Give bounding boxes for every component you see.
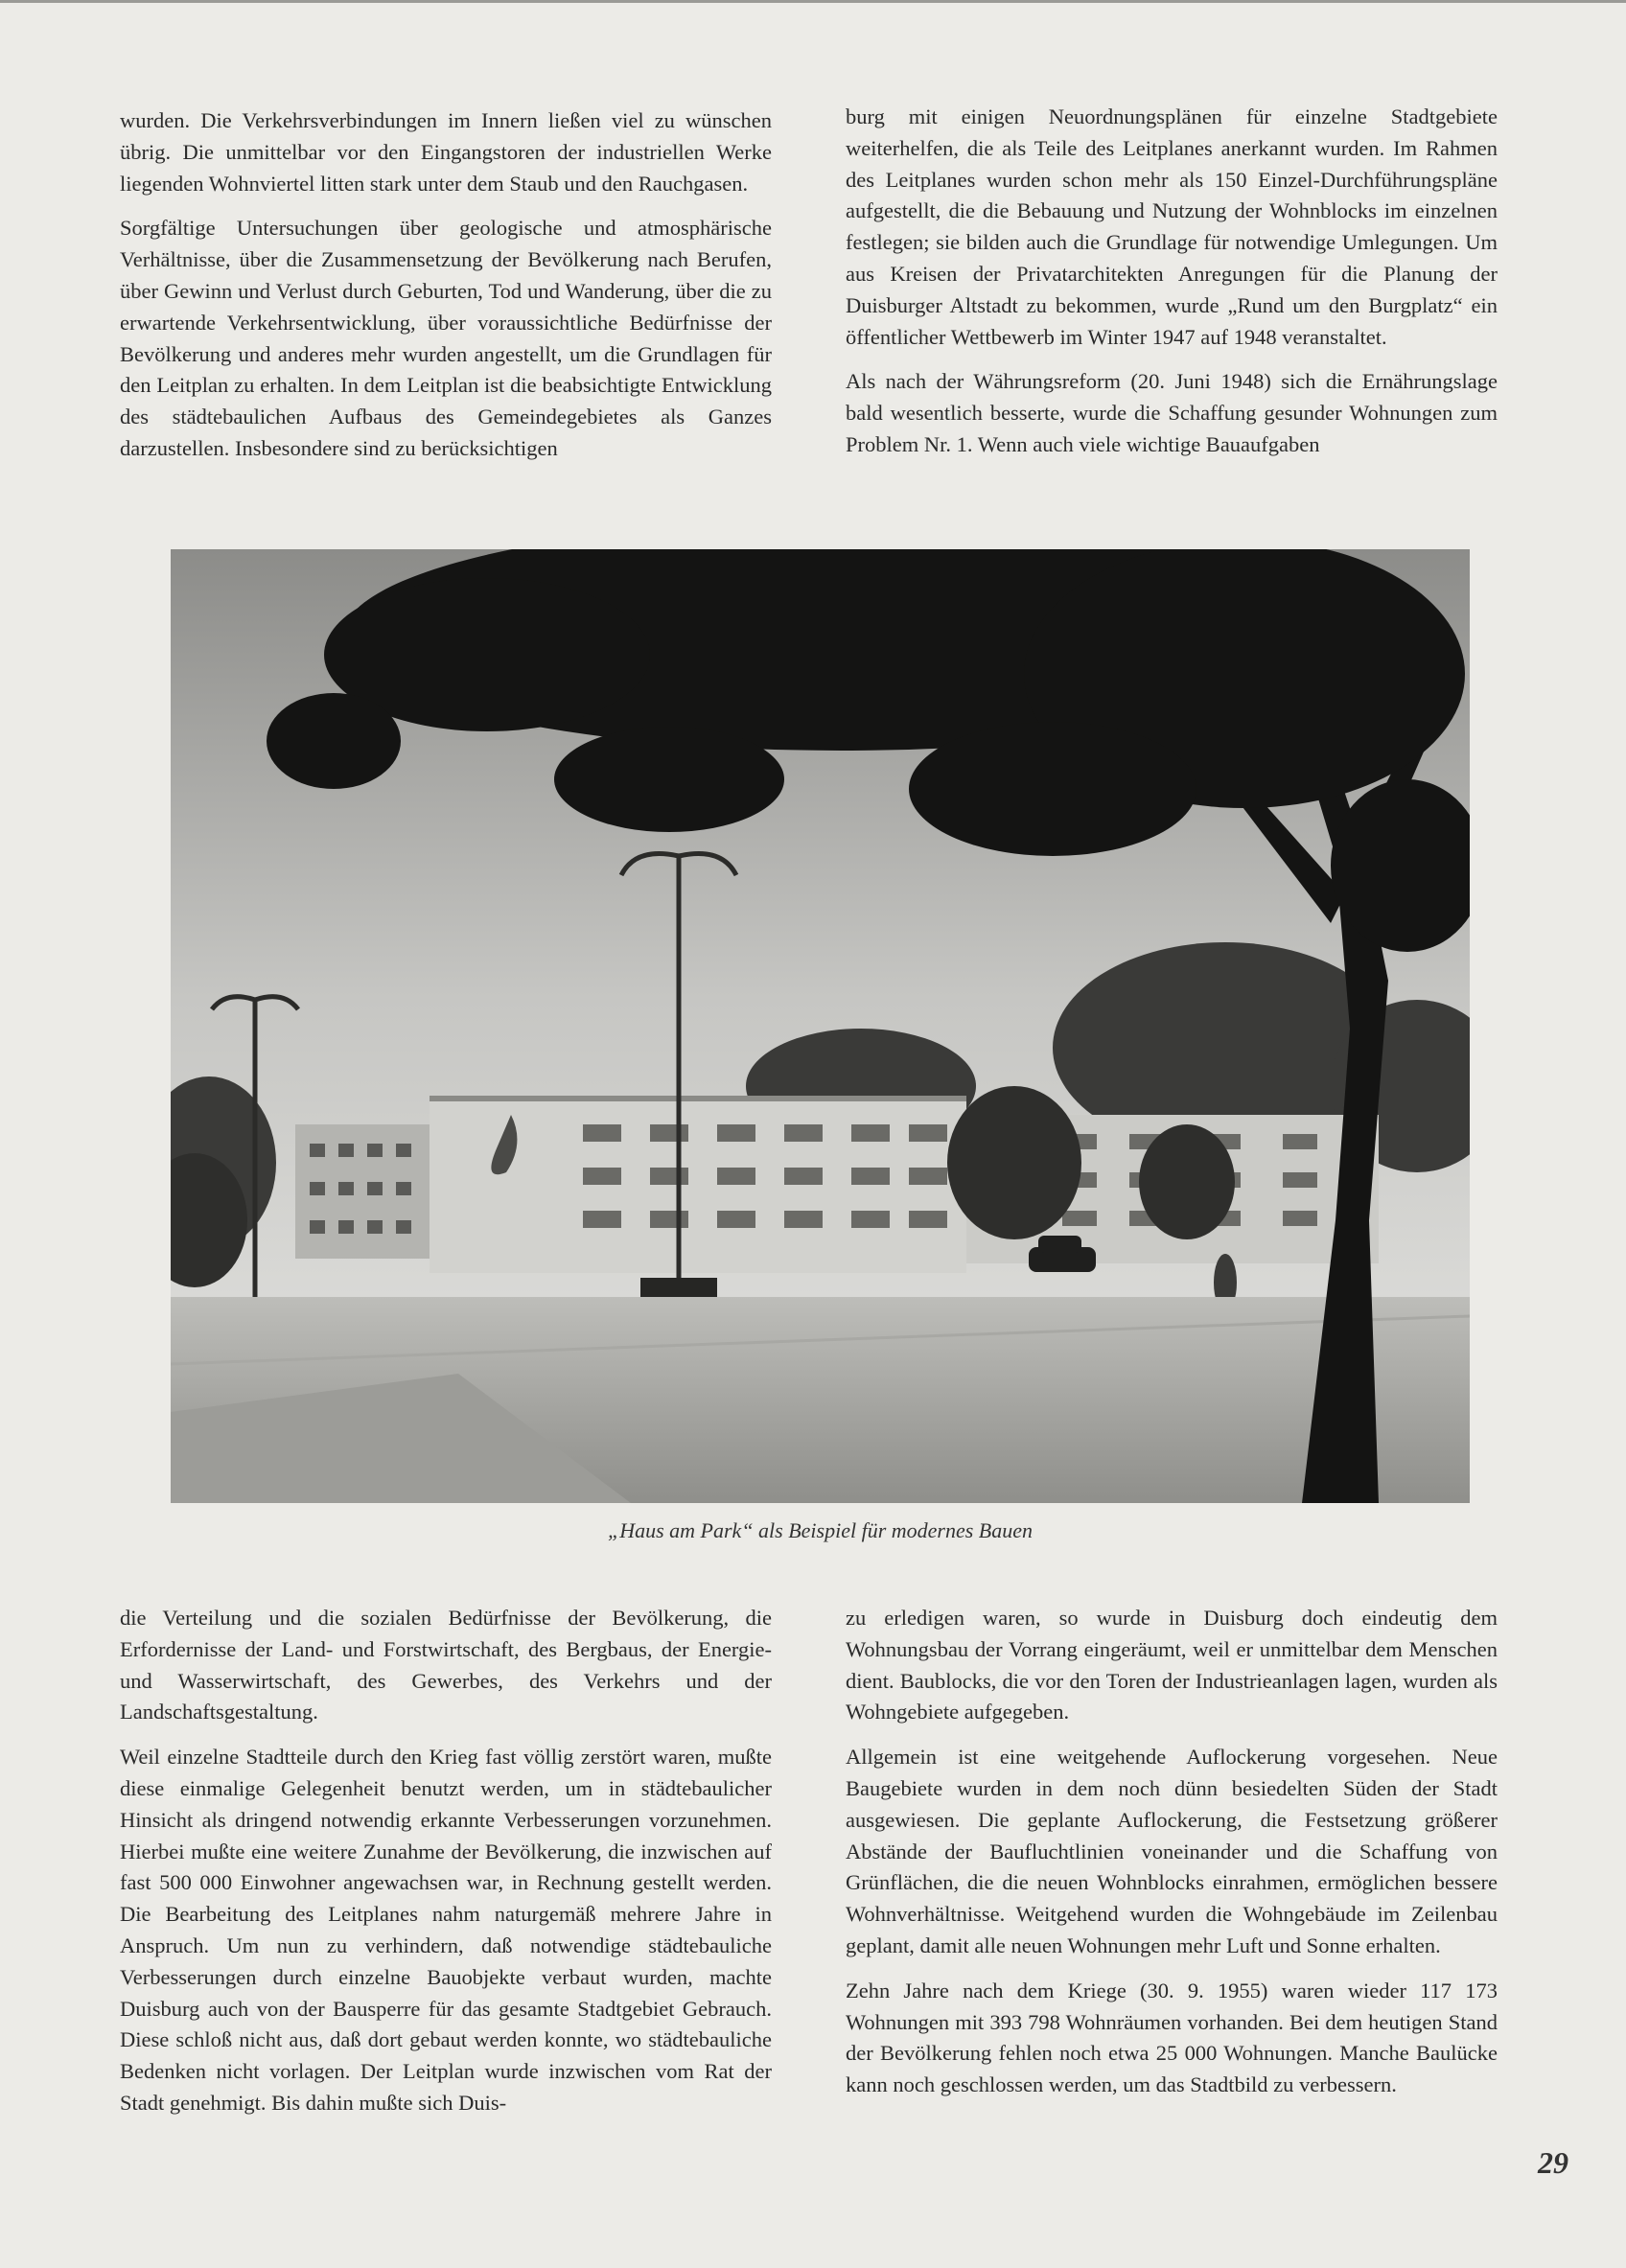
paragraph: Als nach der Währungsreform (20. Juni 1948) sich die Ernährungslage bald wesentlich besserte, wurde die Schaffung gesunder Wohnungen zum Problem Nr. 1. Wenn auch viele wichtige Bauaufgaben [846, 369, 1498, 456]
text-column-bottom-right [846, 1603, 1498, 2115]
text-column-top-right [846, 102, 1498, 474]
photo-haus-am-park [171, 549, 1470, 1503]
paragraph: zu erledigen waren, so wurde in Duisburg doch eindeutig dem Wohnungsbau der Vorrang eingeräumt, weil er unmittelbar dem Menschen dient. Baublocks, die vor den Toren der Industrieanlagen lagen, wurden als Wohngebiete aufgegeben. [846, 1606, 1498, 1724]
paragraph: Weil einzelne Stadtteile durch den Krieg fast völlig zerstört waren, mußte diese einmalige Gelegenheit benutzt werden, um in städtebaulicher Hinsicht als dringend notwendig erkannte Verbesserungen vorzunehmen. Hierbei mußte eine weitere Zunahme der Bevölkerung, die inzwischen auf fast 500 000 Einwohner angewachsen war, in Rechnung gestellt werden. Die Bearbeitung des Leitplanes nahm naturgemäß mehrere Jahre in Anspruch. Um nun zu verhindern, daß notwendige städtebauliche Verbesserungen durch einzelne Bauobjekte verbaut wurden, machte Duisburg auch von der Bausperre für das gesamte Stadtgebiet Gebrauch. Diese schloß nicht aus, daß dort gebaut werden konnte, wo städtebauliche Bedenken nicht vorlagen. Der Leitplan wurde inzwischen vom Rat der Stadt genehmigt. Bis dahin mußte sich Duis- [120, 1745, 772, 2115]
paragraph: die Verteilung und die sozialen Bedürfnisse der Bevölkerung, die Erfordernisse der Land- und Forstwirtschaft, des Bergbaus, der Energie- und Wasserwirtschaft, des Gewerbes, des Verkehrs und der Landschaftsgestaltung. [120, 1606, 772, 1724]
photo-caption: „Haus am Park“ als Beispiel für modernes Bauen [607, 1518, 1034, 1542]
paragraph: Sorgfältige Untersuchungen über geologische und atmosphärische Verhältnisse, über die Zusammensetzung der Bevölkerung nach Berufen, über Gewinn und Verlust durch Geburten, Tod und Wanderung, über die zu erwartende Verkehrsentwicklung, über voraussichtliche Bedürfnisse der Bevölkerung und anderes mehr wurden angestellt, um die Grundlagen für den Leitplan zu erhalten. In dem Leitplan ist die beabsichtigte Entwicklung des städtebaulichen Aufbaus des Gemeindegebietes als Ganzes darzustellen. Insbesondere sind zu berücksichtigen [120, 216, 772, 460]
main-building [430, 1096, 1379, 1273]
text-column-bottom-left [120, 1603, 772, 2133]
paragraph: wurden. Die Verkehrsverbindungen im Innern ließen viel zu wünschen übrig. Die unmittelbar vor den Eingangstoren der industriellen Werke liegenden Wohnviertel litten stark unter dem Staub und den Rauchgasen. [120, 108, 772, 196]
paragraph: Allgemein ist eine weitgehende Auflockerung vorgesehen. Neue Baugebiete wurden in dem noch dünn besiedelten Süden der Stadt ausgewiesen. Die geplante Auflockerung, die Festsetzung größerer Abstände der Baufluchtlinien voneinander und die Schaffung von Grünflächen, die die neuen Wohnblocks einrahmen, ermöglichen bessere Wohnverhältnisse. Weitgehend wurden die Wohngebäude im Zeilenbau geplant, damit alle neuen Wohnungen mehr Luft und Sonne erhalten. [846, 1745, 1498, 1957]
page-top-edge [0, 0, 1626, 3]
page-number: 29 [1538, 2145, 1568, 2180]
paragraph: burg mit einigen Neuordnungsplänen für einzelne Stadtgebiete weiterhelfen, die als Teile des Leitplanes anerkannt wurden. Im Rahmen des Leitplanes wurden schon mehr als 150 Einzel-Durchführungspläne aufgestellt, die die Bebauung und Nutzung der Wohnblocks im einzelnen festlegen; sie bilden auch die Grundlage für notwendige Umlegungen. Um aus Kreisen der Privatarchitekten Anregungen für die Planung der Duisburger Altstadt zu bekommen, wurde „Rund um den Burgplatz“ ein öffentlicher Wettbewerb im Winter 1947 auf 1948 veranstaltet. [846, 104, 1498, 349]
left-building [295, 1124, 430, 1259]
text-column-top-left [120, 105, 772, 478]
paragraph: Zehn Jahre nach dem Kriege (30. 9. 1955) waren wieder 117 173 Wohnungen mit 393 798 Wohnräumen vorhanden. Bei dem heutigen Stand der Bevölkerung fehlen noch etwa 25 000 Wohnungen. Manche Baulücke kann noch geschlossen werden, um das Stadtbild zu verbessern. [846, 1978, 1498, 2097]
